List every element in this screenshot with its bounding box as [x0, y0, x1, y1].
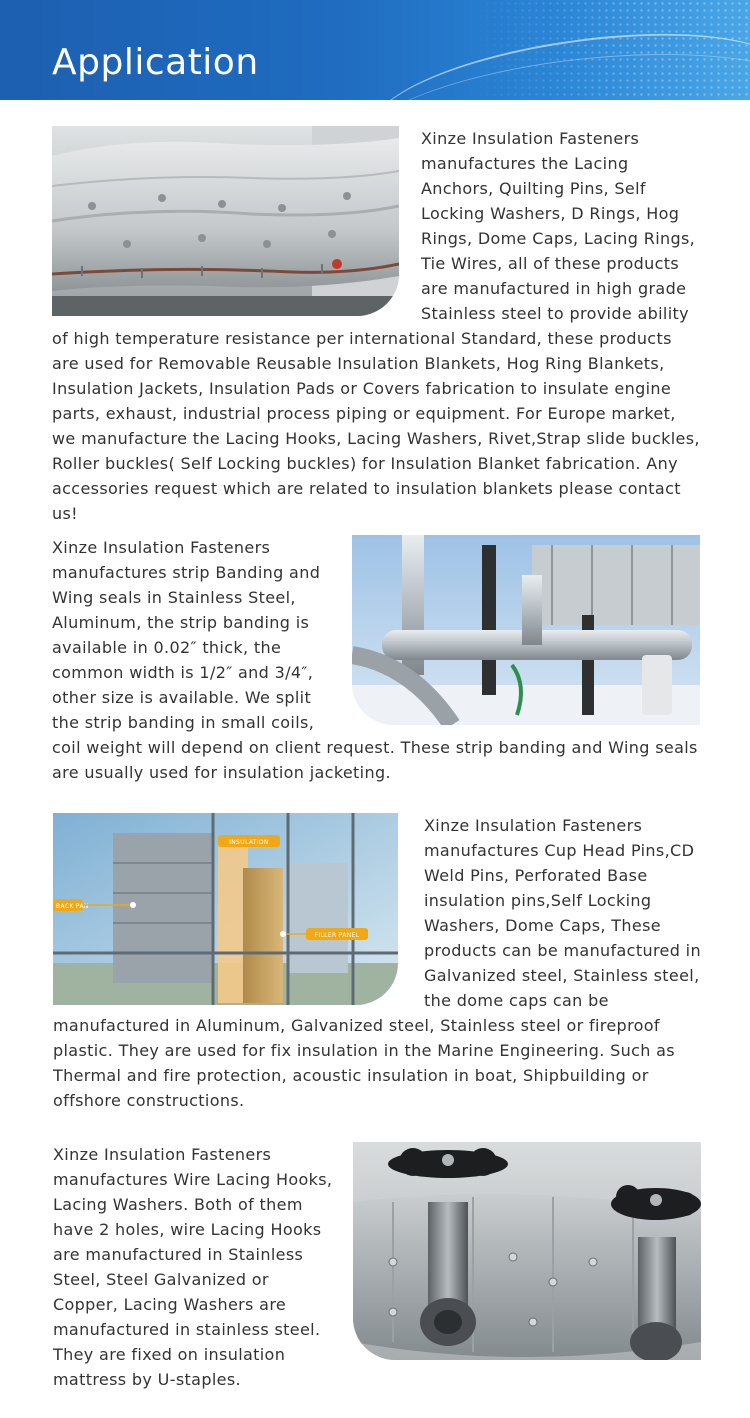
valve-insulation-photo: [353, 1142, 701, 1360]
section-cup-head-pins: [53, 813, 701, 1113]
section-4-text: Xinze Insulation Fasteners manufactures Wire Lacing Hooks, Lacing Washers. Both of them have 2 holes, wire Lacing Hooks are manufactured in Stainless Steel, Steel Galvanized or Copper, Lacing Washers are manufactured in stainless steel. They are fixed on insulation mattress by U-staples.: [53, 1145, 333, 1389]
page-header: [0, 0, 750, 100]
page-title: Application: [52, 42, 259, 83]
wall-panel-diagram-photo: [53, 813, 398, 1005]
insulation-blanket-photo: [52, 126, 399, 316]
back-pan-label: BACK PAN: [56, 903, 89, 910]
section-strip-banding: [52, 535, 700, 785]
pipe-jacketing-photo: [352, 535, 700, 725]
filler-panel-label: FILLER PANEL: [314, 932, 360, 939]
insulation-label: INSULATION: [229, 839, 269, 846]
section-2-text: Xinze Insulation Fasteners manufactures strip Banding and Wing seals in Stainless Steel, Aluminum, the strip banding is available in 0.02″ thick, the common width is 1/2″ and 3/4″, other size is available. We split the strip banding in small coils, coil weight will depend on client request. These strip banding and Wing seals are usually used for insulation jacketing.: [52, 538, 698, 782]
section-3-text: Xinze Insulation Fasteners manufactures Cup Head Pins,CD Weld Pins, Perforated Base insulation pins,Self Locking Washers, Dome Caps, These products can be manufactured in Galvanized steel, Stainless steel, the dome caps can be manufactured in Aluminum, Galvanized steel, Stainless steel or fireproof plastic. They are used for fix insulation in the Marine Engineering. Such as Thermal and fire protection, acoustic insulation in boat, Shipbuilding or offshore constructions.: [53, 816, 701, 1110]
section-insulation-blankets: [52, 126, 700, 526]
section-1-text: Xinze Insulation Fasteners manufactures the Lacing Anchors, Quilting Pins, Self Locking Washers, D Rings, Hog Rings, Dome Caps, Lacing Rings, Tie Wires, all of these products are manufactured in high grade Stainless steel to provide ability of high temperature resistance per international Standard, these products are used for Removable Reusable Insulation Blankets, Hog Ring Blankets, Insulation Jackets, Insulation Pads or Covers fabrication to insulate engine parts, exhaust, industrial process piping or equipment. For Europe market, we manufacture the Lacing Hooks, Lacing Washers, Rivet,Strap slide buckles, Roller buckles( Self Locking buckles) for Insulation Blanket fabrication. Any accessories request which are related to insulation blankets please contact us!: [52, 129, 700, 523]
section-lacing-hooks: [53, 1142, 701, 1392]
